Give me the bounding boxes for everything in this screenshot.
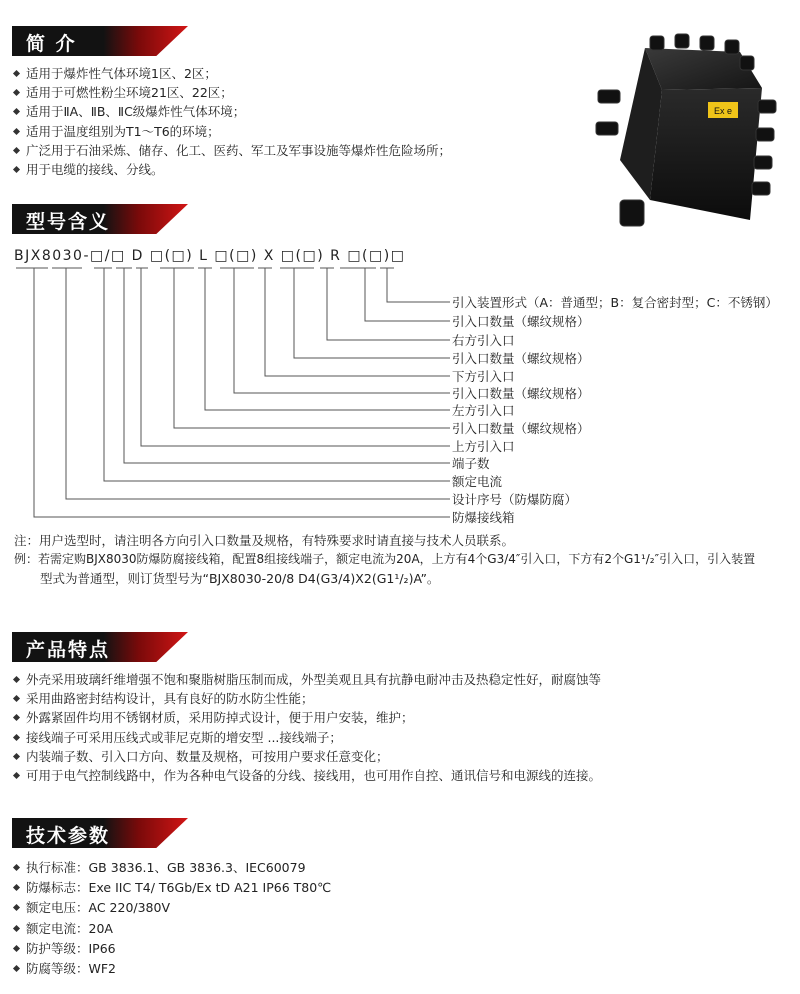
- legend-item: 设计序号（防爆防腐）: [452, 492, 578, 507]
- list-item: 适用于爆炸性气体环境1区、2区；: [12, 64, 451, 83]
- features-list: [12, 670, 800, 785]
- list-item: 执行标准：GB 3836.1、GB 3836.3、IEC60079: [12, 858, 331, 878]
- legend-item: 右方引入口: [452, 333, 515, 348]
- params-list: [12, 858, 331, 979]
- list-item: 接线端子可采用压线式或菲尼克斯的增安型 ...接线端子；: [12, 728, 800, 747]
- legend-item: 引入口数量（螺纹规格）: [452, 421, 590, 436]
- leader-line: [327, 268, 450, 340]
- section-header-features: [12, 632, 188, 662]
- leader-line: [104, 268, 450, 481]
- leader-line: [141, 268, 450, 446]
- legend-item: 引入装置形式（A：普通型；B：复合密封型；C：不锈钢）: [452, 295, 778, 310]
- legend-item: 端子数: [452, 456, 490, 471]
- model-code: BJX8030-□/□ D □(□) L □(□) X □(□) R □(□)□: [14, 248, 406, 264]
- legend-item: 防爆接线箱: [452, 510, 515, 525]
- legend-item: 引入口数量（螺纹规格）: [452, 314, 590, 329]
- list-item: 适用于ⅡA、ⅡB、ⅡC级爆炸性气体环境；: [12, 102, 451, 121]
- list-item: 内装端子数、引入口方向、数量及规格，可按用户要求任意变化；: [12, 747, 800, 766]
- model-note: 注：用户选型时，请注明各方向引入口数量及规格，有特殊要求时请直接与技术人员联系。: [14, 533, 515, 548]
- section-title-features: 产品特点: [26, 639, 111, 661]
- legend-item: 额定电流: [452, 474, 503, 489]
- legend-item: 左方引入口: [452, 403, 515, 418]
- list-item: 外露紧固件均用不锈钢材质，采用防掉式设计，便于用户安装，维护；: [12, 708, 800, 727]
- list-item: 外壳采用玻璃纤维增强不饱和聚脂树脂压制而成，外型美观且具有抗静电耐冲击及热稳定性好，耐腐蚀等: [12, 670, 800, 689]
- ex-label-text: Ex e: [713, 106, 733, 116]
- leader-line: [174, 268, 450, 428]
- leader-line: [387, 268, 450, 302]
- list-item: 用于电缆的接线、分线。: [12, 160, 451, 179]
- legend-item: 上方引入口: [452, 439, 515, 454]
- leader-line: [294, 268, 450, 358]
- section-title-params: 技术参数: [26, 825, 111, 847]
- legend-item: 引入口数量（螺纹规格）: [452, 386, 590, 401]
- model-example-line1: 例：若需定购BJX8030防爆防腐接线箱，配置8组接线端子，额定电流为20A，上方有4个G3/4″引入口，下方有2个G1¹/₂″引入口，引入装置: [14, 552, 756, 566]
- leader-line: [124, 268, 450, 463]
- list-item: 可用于电气控制线路中，作为各种电气设备的分线、接线用，也可用作自控、通讯信号和电源线的连接。: [12, 766, 800, 785]
- legend-item: 引入口数量（螺纹规格）: [452, 351, 590, 366]
- leader-line: [234, 268, 450, 393]
- list-item: 防护等级：IP66: [12, 939, 331, 959]
- list-item: 防爆标志：Exe IIC T4/ T6Gb/Ex tD A21 IP66 T80℃: [12, 878, 331, 898]
- leader-line: [365, 268, 450, 321]
- list-item: 防腐等级：WF2: [12, 959, 331, 979]
- section-title-intro: 简 介: [26, 33, 77, 55]
- list-item: 额定电压：AC 220/380V: [12, 898, 331, 918]
- list-item: 适用于温度组别为T1～T6的环境；: [12, 122, 451, 141]
- legend-item: 下方引入口: [452, 369, 515, 384]
- list-item: 广泛用于石油采炼、储存、化工、医药、军工及军事设施等爆炸性危险场所；: [12, 141, 451, 160]
- list-item: 适用于可燃性粉尘环境21区、22区；: [12, 83, 451, 102]
- list-item: 采用曲路密封结构设计，具有良好的防水防尘性能；: [12, 689, 800, 708]
- section-header-params: [12, 818, 188, 848]
- model-example-line2: 型式为普通型，则订货型号为“BJX8030-20/8 D4(G3/4)X2(G1¹/₂)A”。: [40, 571, 440, 586]
- leader-line: [265, 268, 450, 376]
- list-item: 额定电流：20A: [12, 919, 331, 939]
- section-title-model: 型号含义: [26, 211, 111, 233]
